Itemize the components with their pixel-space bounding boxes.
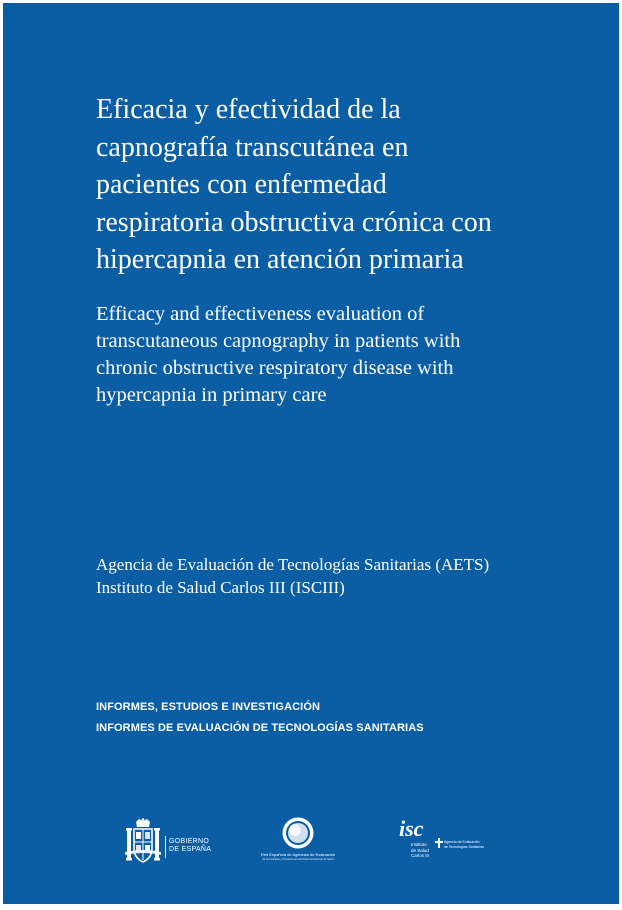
- report-cover: [3, 3, 619, 904]
- title-en-line: chronic obstructive respiratory disease with: [96, 357, 454, 379]
- isciii-mark: isc: [399, 816, 424, 841]
- title-en-line: Efficacy and effectiveness evaluation of: [96, 303, 425, 325]
- coat-of-arms-icon: [125, 818, 161, 866]
- aets-line: de Tecnologías Sanitarias: [444, 844, 485, 849]
- title-es-line: hipercapnia en atención primaria: [96, 244, 464, 275]
- aets-line: Agencia de Evaluación: [444, 840, 480, 844]
- title-en-line: hypercapnia in primary care: [96, 384, 327, 406]
- gobierno-line: DE ESPAÑA: [169, 846, 212, 853]
- title-es-line: Eficacia y efectividad de la: [96, 94, 401, 125]
- isciii-line: de Salud: [411, 847, 429, 853]
- isciii-name: [411, 842, 429, 859]
- agency-isciii: Instituto de Salud Carlos III (ISCIII): [96, 578, 345, 597]
- gobierno-text: [169, 838, 211, 854]
- title-es-line: pacientes con enfermedad: [96, 169, 387, 200]
- gobierno-logo: [125, 818, 225, 868]
- agencies-block: [96, 553, 576, 599]
- globe-icon: [281, 816, 315, 850]
- isciii-line: Carlos III: [411, 853, 430, 858]
- series-line: INFORMES, ESTUDIOS E INVESTIGACIÓN: [96, 701, 321, 713]
- isciii-line: Instituto: [411, 842, 427, 847]
- red-agencias-subtitle: de Tecnologías y Prestaciones del Sistema Nacional de Salud: [262, 858, 334, 861]
- title-es-line: respiratoria obstructiva crónica con: [96, 206, 492, 238]
- series-line: INFORMES DE EVALUACIÓN DE TECNOLOGÍAS SANITARIAS: [96, 722, 424, 734]
- title-english: [96, 301, 566, 409]
- title-spanish: [96, 91, 566, 279]
- title-es-line: capnografía transcutánea en: [96, 131, 409, 163]
- series-block: [96, 697, 576, 739]
- title-en-line: transcutaneous capnography in patients with: [96, 330, 461, 352]
- isciii-logo: [399, 818, 509, 868]
- logo-divider: [165, 836, 166, 858]
- aets-name: [444, 840, 484, 849]
- agency-aets: Agencia de Evaluación de Tecnologías Sanitarias (AETS): [96, 555, 490, 574]
- gobierno-line: GOBIERNO: [169, 838, 210, 845]
- aets-cross-icon: [435, 838, 443, 848]
- red-agencias-logo: [253, 816, 343, 868]
- red-agencias-name: Red Española de Agencias de Evaluación: [260, 852, 336, 857]
